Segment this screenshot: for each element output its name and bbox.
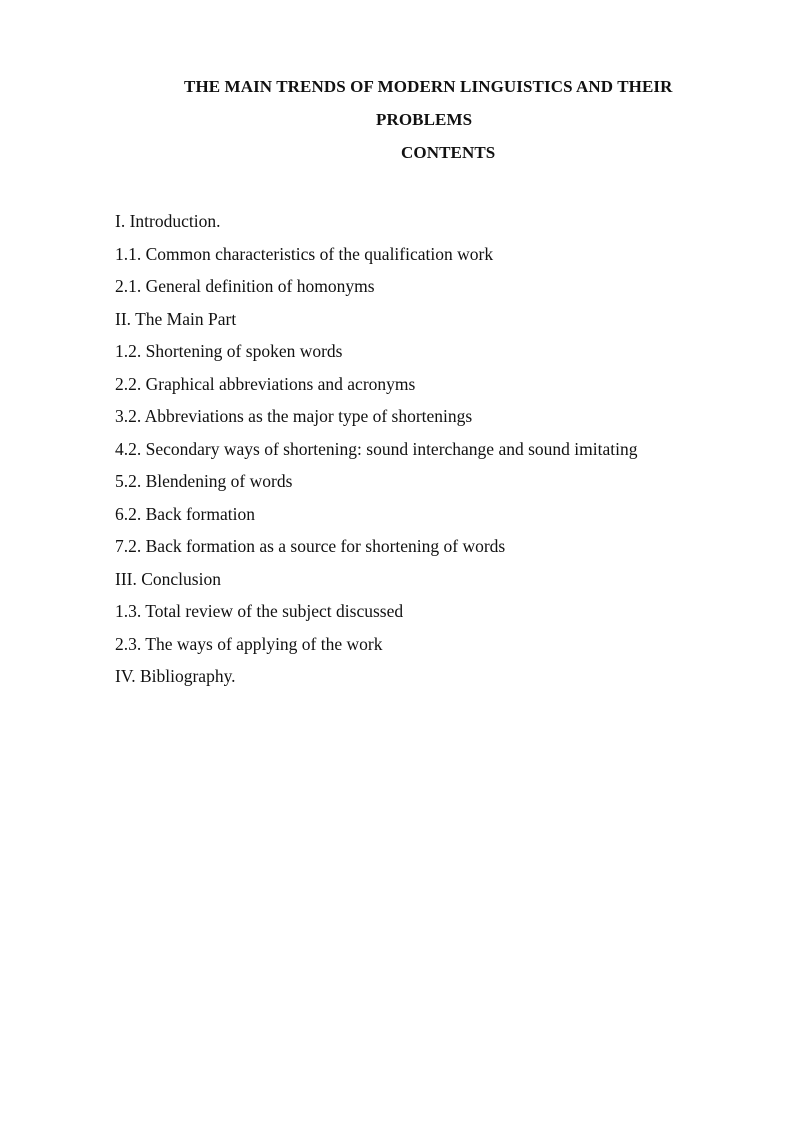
toc-item-3-2: 3.2. Abbreviations as the major type of shortenings	[115, 406, 473, 426]
toc-item-5-2: 5.2. Blendening of words	[115, 471, 293, 491]
toc-item-1-3: 1.3. Total review of the subject discussed	[115, 601, 404, 621]
toc-item-7-2: 7.2. Back formation as a source for shortening of words	[115, 536, 506, 556]
document-title-line-1: THE MAIN TRENDS OF MODERN LINGUISTICS AND THEIR	[184, 77, 673, 96]
toc-item-main-part: II. The Main Part	[115, 308, 237, 329]
toc-item-6-2: 6.2. Back formation	[115, 503, 255, 524]
toc-item-2-2: 2.2. Graphical abbreviations and acronyms	[115, 373, 416, 394]
toc-item-conclusion: III. Conclusion	[115, 568, 221, 589]
table-of-contents	[115, 205, 637, 693]
document-title-line-2: PROBLEMS	[376, 110, 473, 129]
toc-item-1-1: 1.1. Common characteristics of the qualification work	[115, 243, 494, 264]
toc-item-introduction: I. Introduction.	[115, 211, 221, 231]
toc-item-2-3: 2.3. The ways of applying of the work	[115, 633, 383, 654]
toc-item-bibliography: IV. Bibliography.	[115, 666, 236, 686]
toc-item-4-2: 4.2. Secondary ways of shortening: sound interchange and sound imitating	[115, 438, 638, 459]
contents-heading: CONTENTS	[401, 143, 496, 162]
toc-item-1-2: 1.2. Shortening of spoken words	[115, 341, 343, 361]
toc-item-2-1: 2.1. General definition of homonyms	[115, 276, 375, 296]
